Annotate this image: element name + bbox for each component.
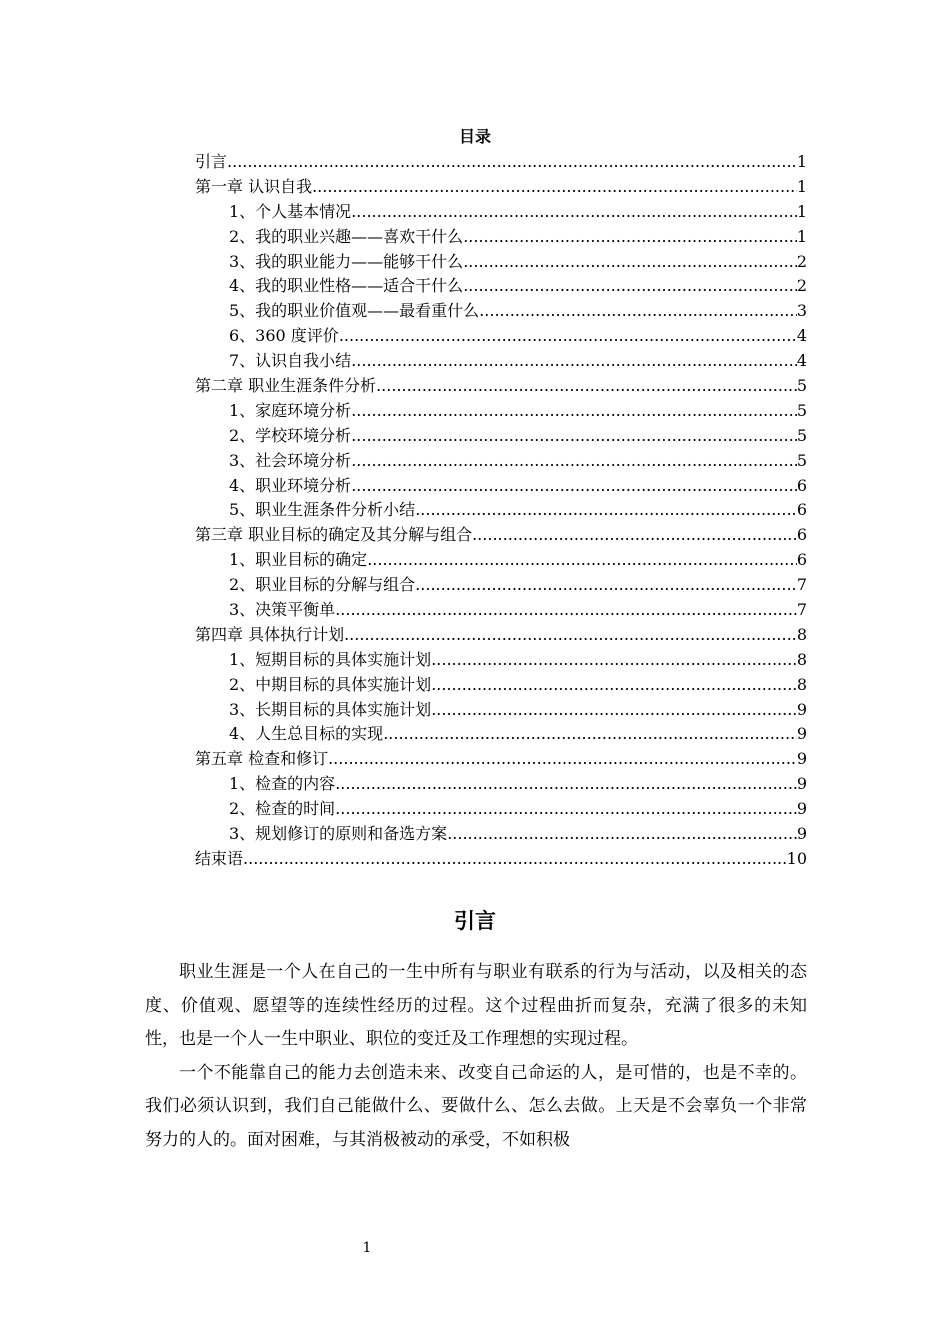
toc-entry-label: 2、中期目标的具体实施计划 [229, 674, 432, 694]
toc-entry-page: 5 [796, 376, 807, 396]
toc-dot-leader [463, 225, 797, 250]
toc-entry-page: 9 [796, 724, 807, 744]
toc-entry[interactable] [195, 722, 807, 747]
toc-entry-page: 7 [796, 600, 807, 620]
toc-entry-label: 3、社会环境分析 [229, 450, 352, 470]
toc-entry-page: 8 [796, 649, 807, 669]
toc-entry[interactable] [195, 399, 807, 424]
toc-entry-label: 4、职业环境分析 [229, 475, 352, 495]
toc-entry-page: 6 [796, 550, 807, 570]
toc-entry-page: 4 [796, 326, 807, 346]
toc-entry[interactable] [195, 449, 807, 474]
toc-dot-leader [335, 772, 797, 797]
paragraph: 一个不能靠自己的能力去创造未来、改变自己命运的人，是可惜的，也是不幸的。我们必须认识到，我们自己能做什么、要做什么、怎么去做。上天是不会辜负一个非常努力的人的。面对困难，与其消极被动的承受，不如积极 [145, 1062, 807, 1150]
toc-entry-label: 4、人生总目标的实现 [229, 724, 384, 744]
toc-entry-label: 第四章 具体执行计划 [195, 624, 345, 644]
toc-entry-page: 10 [786, 848, 807, 868]
toc-entry-label: 2、职业目标的分解与组合 [229, 575, 416, 595]
toc-entry[interactable] [195, 374, 807, 399]
toc-entry-page: 4 [796, 351, 807, 371]
toc-entry-label: 1、个人基本情况 [229, 201, 352, 221]
toc-entry-page: 9 [796, 699, 807, 719]
toc-entry-page: 8 [796, 624, 807, 644]
toc-entry-page: 6 [796, 525, 807, 545]
toc-entry-page: 5 [796, 450, 807, 470]
toc-entry-label: 1、家庭环境分析 [229, 400, 352, 420]
toc-entry[interactable] [195, 200, 807, 225]
toc-dot-leader [351, 399, 797, 424]
toc-entry-page: 6 [796, 475, 807, 495]
toc-entry-label: 2、检查的时间 [229, 799, 336, 819]
toc-dot-leader [335, 797, 797, 822]
toc-entry[interactable] [195, 299, 807, 324]
toc-entry-page: 9 [796, 774, 807, 794]
toc-entry-page: 1 [796, 176, 807, 196]
toc-entry[interactable] [195, 274, 807, 299]
toc-entry-label: 5、我的职业价值观——最看重什么 [229, 301, 480, 321]
toc-dot-leader [351, 349, 797, 374]
toc-entry-label: 第一章 认识自我 [195, 176, 313, 196]
toc-dot-leader [227, 150, 797, 175]
toc-dot-leader [383, 722, 797, 747]
toc-entry[interactable] [195, 673, 807, 698]
toc-entry-page: 5 [796, 400, 807, 420]
toc-title: 目录 [458, 127, 491, 146]
toc-dot-leader [431, 648, 797, 673]
toc-entry[interactable] [195, 548, 807, 573]
toc-dot-leader [463, 250, 797, 275]
toc-entry-label: 3、决策平衡单 [229, 600, 336, 620]
toc-entry-page: 8 [796, 674, 807, 694]
toc-dot-leader [351, 200, 797, 225]
toc-dot-leader [472, 523, 797, 548]
toc-entry[interactable] [195, 772, 807, 797]
toc-entry-label: 2、学校环境分析 [229, 425, 352, 445]
toc-entry-page: 5 [796, 425, 807, 445]
toc-dot-leader [447, 822, 797, 847]
toc-entry-label: 7、认识自我小结 [229, 351, 352, 371]
toc-dot-leader [431, 673, 797, 698]
toc-entry-label: 第二章 职业生涯条件分析 [195, 376, 377, 396]
toc-dot-leader [367, 548, 797, 573]
toc-entry-label: 结束语 [195, 848, 244, 868]
page-number: 1 [362, 1240, 372, 1256]
toc-entry-label: 3、我的职业能力——能够干什么 [229, 251, 464, 271]
toc-entry[interactable] [195, 747, 807, 772]
toc-entry[interactable] [195, 573, 807, 598]
toc-entry[interactable] [195, 598, 807, 623]
toc-entry[interactable] [195, 150, 807, 175]
toc-entry[interactable] [195, 349, 807, 374]
toc-entry-label: 6、360 度评价 [229, 326, 339, 346]
toc-entry[interactable] [195, 225, 807, 250]
toc-dot-leader [328, 747, 797, 772]
toc-dot-leader [415, 498, 797, 523]
toc-dot-leader [463, 274, 797, 299]
toc-dot-leader [339, 324, 797, 349]
toc-entry[interactable] [195, 498, 807, 523]
section-title: 引言 [454, 909, 496, 933]
toc-dot-leader [335, 598, 797, 623]
toc-entry[interactable] [195, 847, 807, 872]
toc-entry-label: 第三章 职业目标的确定及其分解与组合 [195, 525, 473, 545]
toc-entry-page: 1 [796, 152, 807, 171]
toc-entry-label: 1、职业目标的确定 [229, 550, 368, 570]
toc-entry-page: 1 [796, 201, 807, 221]
toc-entry[interactable] [195, 648, 807, 673]
toc-entry[interactable] [195, 523, 807, 548]
toc-entry-page: 9 [796, 799, 807, 819]
toc-entry-page: 9 [796, 824, 807, 844]
toc-entry[interactable] [195, 324, 807, 349]
toc-entry-page: 6 [796, 500, 807, 520]
toc-entry-label: 3、规划修订的原则和备选方案 [229, 824, 448, 844]
toc-dot-leader [243, 847, 787, 872]
toc-entry[interactable] [195, 474, 807, 499]
toc-entry-page: 1 [796, 226, 807, 246]
toc-entry[interactable] [195, 797, 807, 822]
toc-dot-leader [376, 374, 797, 399]
toc-entry-label: 5、职业生涯条件分析小结 [229, 500, 416, 520]
toc-entry-page: 3 [796, 301, 807, 321]
toc-dot-leader [312, 175, 797, 200]
toc-entry-page: 7 [796, 575, 807, 595]
toc-entry-page: 9 [796, 749, 807, 769]
toc-dot-leader [431, 698, 797, 723]
toc-entry[interactable] [195, 698, 807, 723]
paragraph: 职业生涯是一个人在自己的一生中所有与职业有联系的行为与活动，以及相关的态度、价值观、愿望等的连续性经历的过程。这个过程曲折而复杂，充满了很多的未知性，也是一个人一生中职业、职位的变迁及工作理想的实现过程。 [145, 962, 807, 1049]
toc-entry[interactable] [195, 623, 807, 648]
toc-entry[interactable] [195, 424, 807, 449]
toc-dot-leader [351, 474, 797, 499]
table-of-contents [195, 150, 807, 872]
toc-dot-leader [415, 573, 797, 598]
toc-entry-label: 2、我的职业兴趣——喜欢干什么 [229, 226, 464, 246]
toc-entry-label: 3、长期目标的具体实施计划 [229, 699, 432, 719]
toc-entry-label: 1、短期目标的具体实施计划 [229, 649, 432, 669]
toc-entry-label: 引言 [195, 152, 228, 171]
toc-dot-leader [479, 299, 797, 324]
toc-dot-leader [344, 623, 797, 648]
toc-entry-page: 2 [796, 276, 807, 296]
toc-entry[interactable] [195, 822, 807, 847]
toc-dot-leader [351, 424, 797, 449]
toc-entry-label: 1、检查的内容 [229, 774, 336, 794]
toc-entry-label: 第五章 检查和修订 [195, 749, 329, 769]
toc-entry[interactable] [195, 250, 807, 275]
toc-entry-label: 4、我的职业性格——适合干什么 [229, 276, 464, 296]
toc-entry-page: 2 [796, 251, 807, 271]
toc-dot-leader [351, 449, 797, 474]
section-body [145, 956, 807, 1157]
toc-entry[interactable] [195, 175, 807, 200]
